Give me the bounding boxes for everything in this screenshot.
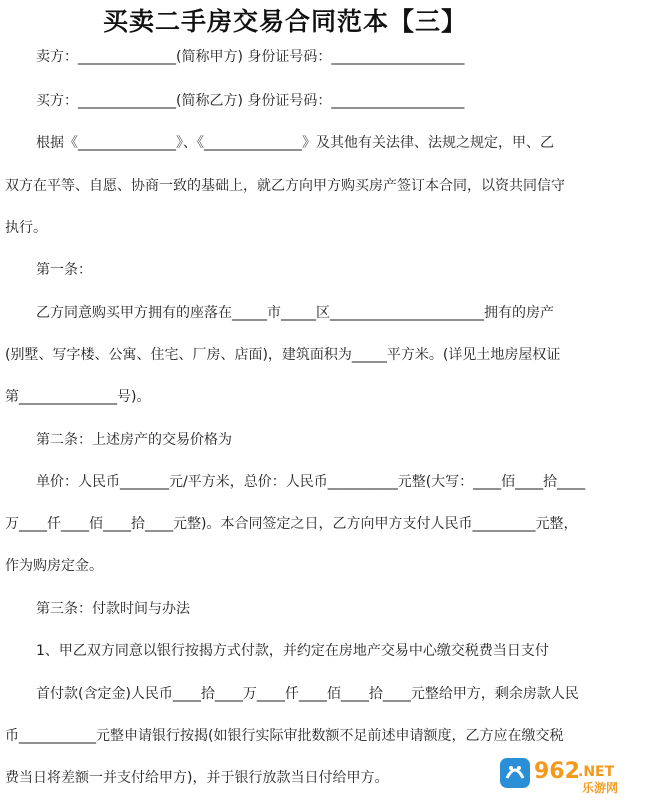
buyer-line: 买方：______________(简称乙方) 身份证号码：___________________ [36, 93, 465, 109]
paragraph-line: 根据《______________》、《______________》及其他有关法律、法规之规定，甲、乙 [36, 135, 554, 151]
article-heading: 第二条：上述房产的交易价格为 [36, 432, 232, 448]
watermark-logo [498, 752, 644, 796]
paragraph-line: 第______________号)。 [5, 389, 151, 405]
paragraph-line: 双方在平等、自愿、协商一致的基础上，就乙方向甲方购买房产签订本合同，以资共同信守 [5, 178, 565, 194]
article-heading: 第一条： [36, 262, 92, 278]
logo-badge [500, 758, 530, 788]
paragraph-line: 费当日将差额一并支付给甲方)，并于银行放款当日付给甲方。 [5, 770, 389, 786]
watermark-brand: 962 [534, 759, 580, 784]
paragraph-line: 1、甲乙双方同意以银行按揭方式付款，并约定在房地产交易中心缴交税费当日支付 [36, 643, 549, 659]
paragraph-line: 作为购房定金。 [5, 558, 103, 574]
paragraph-line: 首付款(含定金)人民币____拾____万____仟____佰____拾____元整给甲方，剩余房款人民 [36, 686, 579, 702]
watermark-logo-graphic [498, 752, 644, 796]
paragraph-line: (别墅、写字楼、公寓、住宅、厂房、店面)，建筑面积为_____平方米。(详见土地房屋权证 [5, 347, 561, 363]
document-title: 买卖二手房交易合同范本【三】 [102, 7, 467, 36]
watermark-domain: .NET [578, 764, 615, 780]
paragraph-line: 单价：人民币_______元/平方米，总价：人民币__________元整(大写：____佰____拾____ [36, 474, 586, 490]
watermark-subtitle: 乐游网 [582, 781, 619, 795]
seller-line: 卖方：______________(简称甲方) 身份证号码：___________________ [36, 49, 465, 65]
paragraph-line: 执行。 [5, 220, 47, 236]
paragraph-line: 乙方同意购买甲方拥有的座落在_____市_____区______________________拥有的房产 [36, 305, 554, 321]
article-heading: 第三条：付款时间与办法 [36, 601, 190, 617]
paragraph-line: 币___________元整申请银行按揭(如银行实际审批数额不足前述申请额度，乙方应在缴交税 [5, 728, 564, 744]
paragraph-line: 万____仟____佰____拾____元整)。本合同签定之日，乙方向甲方支付人民币_________元整， [5, 516, 578, 532]
